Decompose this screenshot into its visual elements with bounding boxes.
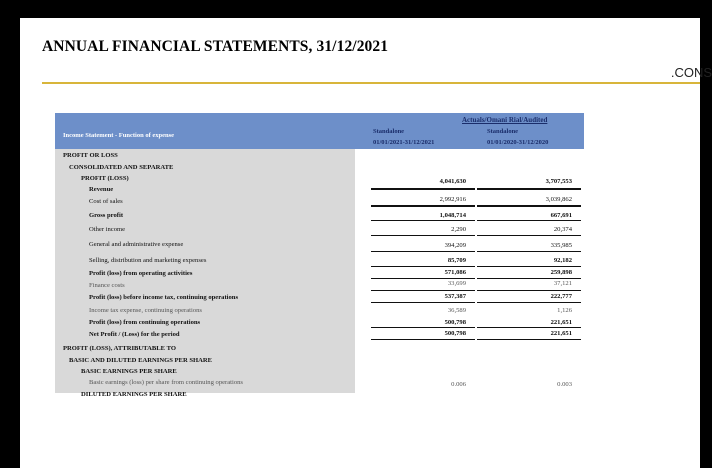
row-label: Revenue <box>89 186 114 193</box>
sum-rule <box>477 290 581 291</box>
row-label: Other income <box>89 226 126 233</box>
sum-rule <box>477 278 581 279</box>
total-rule <box>477 205 581 208</box>
sum-rule <box>477 327 581 328</box>
row-label: Cost of sales <box>89 198 123 205</box>
header-col1-line2: 01/01/2021-31/12/2021 <box>373 139 435 146</box>
row-label: PROFIT (LOSS) <box>81 175 129 182</box>
sum-rule <box>477 220 581 221</box>
value-cell: 3,707,553 <box>545 178 572 185</box>
sum-rule <box>371 266 475 267</box>
row-label: Profit (loss) before income tax, continuing operations <box>89 294 239 301</box>
sum-rule <box>371 251 475 252</box>
value-cell: 667,691 <box>550 212 572 219</box>
income-statement-table <box>55 113 584 398</box>
row-label: BASIC AND DILUTED EARNINGS PER SHARE <box>69 357 213 364</box>
sum-rule <box>477 266 581 267</box>
value-cell: 37,121 <box>553 280 572 287</box>
value-cell: 1,048,714 <box>439 212 466 219</box>
title-underline <box>42 82 700 84</box>
value-cell: 571,086 <box>444 269 466 276</box>
header-col2-line1: Standalone <box>487 128 519 135</box>
value-cell: 335,985 <box>550 242 572 249</box>
row-label: DILUTED EARNINGS PER SHARE <box>81 391 187 398</box>
total-rule <box>477 188 581 191</box>
row-label: Basic earnings (loss) per share from continuing operations <box>89 379 243 386</box>
sum-rule <box>371 302 475 303</box>
corner-text: .CONS <box>670 65 712 80</box>
value-cell: 36,589 <box>447 307 466 314</box>
sum-rule <box>477 251 581 252</box>
value-cell: 221,651 <box>550 330 572 337</box>
row-label: BASIC EARNINGS PER SHARE <box>81 368 177 375</box>
value-cell: 3,039,862 <box>545 196 572 203</box>
sum-rule <box>477 302 581 303</box>
row-label: PROFIT OR LOSS <box>63 152 118 159</box>
table-header-label: Income Statement - Function of expense <box>63 132 175 139</box>
row-label: CONSOLIDATED AND SEPARATE <box>69 164 174 171</box>
header-col1-line1: Standalone <box>373 128 405 135</box>
row-label: PROFIT (LOSS), ATTRIBUTABLE TO <box>63 345 176 352</box>
total-rule <box>371 205 475 208</box>
sum-rule <box>371 290 475 291</box>
value-cell: 0.003 <box>557 381 572 388</box>
value-cell: 259,898 <box>550 269 572 276</box>
value-cell: 0.006 <box>451 381 466 388</box>
value-cell: 500,798 <box>444 319 466 326</box>
row-label: General and administrative expense <box>89 241 184 248</box>
value-cell: 2,992,916 <box>439 196 466 203</box>
value-cell: 2,290 <box>451 226 466 233</box>
value-cell: 92,182 <box>553 257 572 264</box>
sum-rule <box>371 220 475 221</box>
sum-rule <box>371 327 475 328</box>
value-cell: 222,777 <box>550 293 572 300</box>
sum-rule <box>371 278 475 279</box>
header-col2-line2: 01/01/2020-31/12/2020 <box>487 139 549 146</box>
header-group-label: Actuals/Omani Rial/Audited <box>462 116 548 124</box>
sum-rule <box>371 235 475 236</box>
sum-rule <box>477 339 581 340</box>
row-label: Selling, distribution and marketing expenses <box>89 257 207 264</box>
total-rule <box>371 188 475 191</box>
value-cell: 537,387 <box>444 293 466 300</box>
row-label: Finance costs <box>89 282 125 289</box>
value-cell: 394,209 <box>444 242 466 249</box>
page-title: ANNUAL FINANCIAL STATEMENTS, 31/12/2021 <box>42 38 389 55</box>
value-cell: 85,709 <box>447 257 466 264</box>
slide <box>20 18 712 468</box>
row-label: Net Profit / (Loss) for the period <box>89 331 180 338</box>
value-cell: 221,651 <box>550 319 572 326</box>
value-cell: 20,374 <box>553 226 572 233</box>
value-cell: 33,699 <box>447 280 466 287</box>
row-label: Gross profit <box>89 212 124 219</box>
row-label: Profit (loss) from continuing operations <box>89 319 201 326</box>
value-cell: 1,126 <box>557 307 572 314</box>
sum-rule <box>371 339 475 340</box>
value-cell: 500,798 <box>444 330 466 337</box>
row-label: Profit (loss) from operating activities <box>89 270 193 277</box>
row-label: Income tax expense, continuing operations <box>89 307 202 314</box>
value-cell: 4,041,630 <box>439 178 466 185</box>
sum-rule <box>477 235 581 236</box>
